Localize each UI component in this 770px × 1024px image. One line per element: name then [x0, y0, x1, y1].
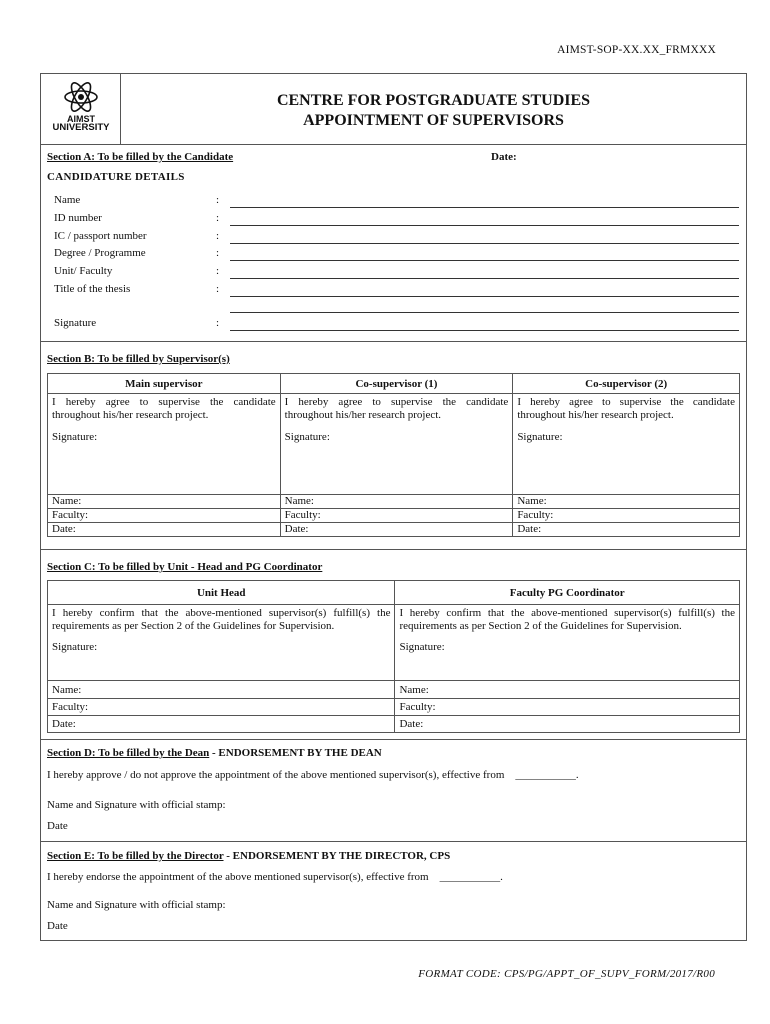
colon: :	[216, 230, 220, 242]
main-supervisor-name[interactable]: Name:	[48, 495, 281, 509]
agree-text: I hereby agree to supervise the candidate throughout his/her research project.	[284, 396, 509, 421]
field-name-label: Name	[54, 194, 81, 206]
colon: :	[216, 194, 220, 206]
pg-coordinator-date[interactable]: Date:	[395, 716, 740, 733]
col-faculty-pg-coordinator: Faculty PG Coordinator	[395, 581, 740, 605]
colon: :	[216, 247, 220, 259]
ic-input-line[interactable]	[230, 243, 739, 244]
thesis-input-line-2[interactable]	[230, 312, 739, 313]
logo-line2: UNIVERSITY	[52, 122, 110, 133]
logo	[41, 74, 121, 144]
title-line2: APPOINTMENT OF SUPERVISORS	[303, 112, 564, 129]
signature-label: Signature:	[52, 641, 98, 653]
agree-text: I hereby agree to supervise the candidate throughout his/her research project.	[517, 396, 735, 421]
field-degree-label: Degree / Programme	[54, 247, 146, 259]
confirm-text: I hereby confirm that the above-mentioned supervisor(s) fulfill(s) the requirements as per Section 2 of the Guidelines for Supervision.	[52, 607, 391, 632]
colon: :	[216, 265, 220, 277]
co-supervisor-2-faculty[interactable]: Faculty:	[513, 509, 740, 523]
director-endorse-text: I hereby endorse the appointment of the above mentioned supervisor(s), effective from ___________.	[47, 871, 503, 883]
pg-coordinator-faculty[interactable]: Faculty:	[395, 699, 740, 716]
director-date-label: Date	[47, 920, 68, 932]
section-b-heading: Section B: To be filled by Supervisor(s)	[47, 353, 230, 365]
colon: :	[216, 212, 220, 224]
co-supervisor-2-name[interactable]: Name:	[513, 495, 740, 509]
director-effective-date-blank[interactable]: ___________.	[439, 871, 503, 883]
supervisor-table	[47, 373, 740, 537]
unit-head-table	[47, 580, 740, 733]
co-supervisor-2-date[interactable]: Date:	[513, 523, 740, 537]
section-divider	[41, 841, 746, 842]
confirm-text: I hereby confirm that the above-mentioned supervisor(s) fulfill(s) the requirements as per Section 2 of the Guidelines for Supervision.	[399, 607, 735, 632]
section-c-heading: Section C: To be filled by Unit - Head and PG Coordinator	[47, 561, 323, 573]
main-supervisor-sign-cell[interactable]	[48, 394, 281, 495]
title-line1: CENTRE FOR POSTGRADUATE STUDIES	[276, 92, 591, 109]
co-supervisor-1-sign-cell[interactable]	[280, 394, 513, 495]
unit-head-faculty[interactable]: Faculty:	[48, 699, 395, 716]
section-a-date-label: Date:	[491, 151, 517, 163]
id-input-line[interactable]	[230, 225, 739, 226]
thesis-input-line[interactable]	[230, 296, 739, 297]
name-input-line[interactable]	[230, 207, 739, 208]
form-frame	[40, 73, 747, 941]
signature-label: Signature:	[52, 431, 98, 443]
field-thesis-label: Title of the thesis	[54, 283, 131, 295]
field-signature-label: Signature	[54, 317, 97, 329]
section-divider	[41, 549, 746, 550]
section-divider	[41, 739, 746, 740]
main-supervisor-date[interactable]: Date:	[48, 523, 281, 537]
candidature-details-heading: CANDIDATURE DETAILS	[47, 171, 185, 183]
logo-line1: AIMST	[67, 114, 95, 124]
director-stamp-label: Name and Signature with official stamp:	[47, 899, 226, 911]
unit-head-date[interactable]: Date:	[48, 716, 395, 733]
col-co-supervisor-1: Co-supervisor (1)	[280, 374, 513, 394]
field-id-label: ID number	[54, 212, 102, 224]
field-ic-label: IC / passport number	[54, 230, 147, 242]
main-supervisor-faculty[interactable]: Faculty:	[48, 509, 281, 523]
pg-coordinator-sign-cell[interactable]	[395, 605, 740, 681]
col-co-supervisor-2: Co-supervisor (2)	[513, 374, 740, 394]
dean-approve-text: I hereby approve / do not approve the appointment of the above mentioned supervisor(s), effective from ___________.	[47, 769, 579, 781]
col-main-supervisor: Main supervisor	[48, 374, 281, 394]
section-e-heading: Section E: To be filled by the Director - ENDORSEMENT BY THE DIRECTOR, CPS	[47, 850, 451, 862]
section-a-heading: Section A: To be filled by the Candidate	[47, 151, 234, 163]
unit-head-name[interactable]: Name:	[48, 681, 395, 699]
form-header	[41, 74, 746, 145]
signature-label: Signature:	[284, 431, 330, 443]
degree-input-line[interactable]	[230, 260, 739, 261]
agree-text: I hereby agree to supervise the candidate throughout his/her research project.	[52, 396, 276, 421]
unit-input-line[interactable]	[230, 278, 739, 279]
co-supervisor-1-faculty[interactable]: Faculty:	[280, 509, 513, 523]
colon: :	[216, 317, 220, 329]
section-d-heading: Section D: To be filled by the Dean - ENDORSEMENT BY THE DEAN	[47, 747, 382, 759]
co-supervisor-1-name[interactable]: Name:	[280, 495, 513, 509]
dean-stamp-label: Name and Signature with official stamp:	[47, 799, 226, 811]
co-supervisor-2-sign-cell[interactable]	[513, 394, 740, 495]
signature-label: Signature:	[399, 641, 445, 653]
section-divider	[41, 341, 746, 342]
document-code: AIMST-SOP-XX.XX_FRMXXX	[557, 44, 716, 56]
format-code-footer: FORMAT CODE: CPS/PG/APPT_OF_SUPV_FORM/2017/R00	[418, 968, 715, 980]
signature-input-line[interactable]	[230, 330, 739, 331]
col-unit-head: Unit Head	[48, 581, 395, 605]
signature-label: Signature:	[517, 431, 563, 443]
colon: :	[216, 283, 220, 295]
pg-coordinator-name[interactable]: Name:	[395, 681, 740, 699]
atom-logo-icon	[63, 79, 99, 115]
co-supervisor-1-date[interactable]: Date:	[280, 523, 513, 537]
field-unit-label: Unit/ Faculty	[54, 265, 113, 277]
dean-date-label: Date	[47, 820, 68, 832]
unit-head-sign-cell[interactable]	[48, 605, 395, 681]
form-title	[121, 91, 746, 131]
dean-effective-date-blank[interactable]: ___________.	[515, 769, 579, 781]
